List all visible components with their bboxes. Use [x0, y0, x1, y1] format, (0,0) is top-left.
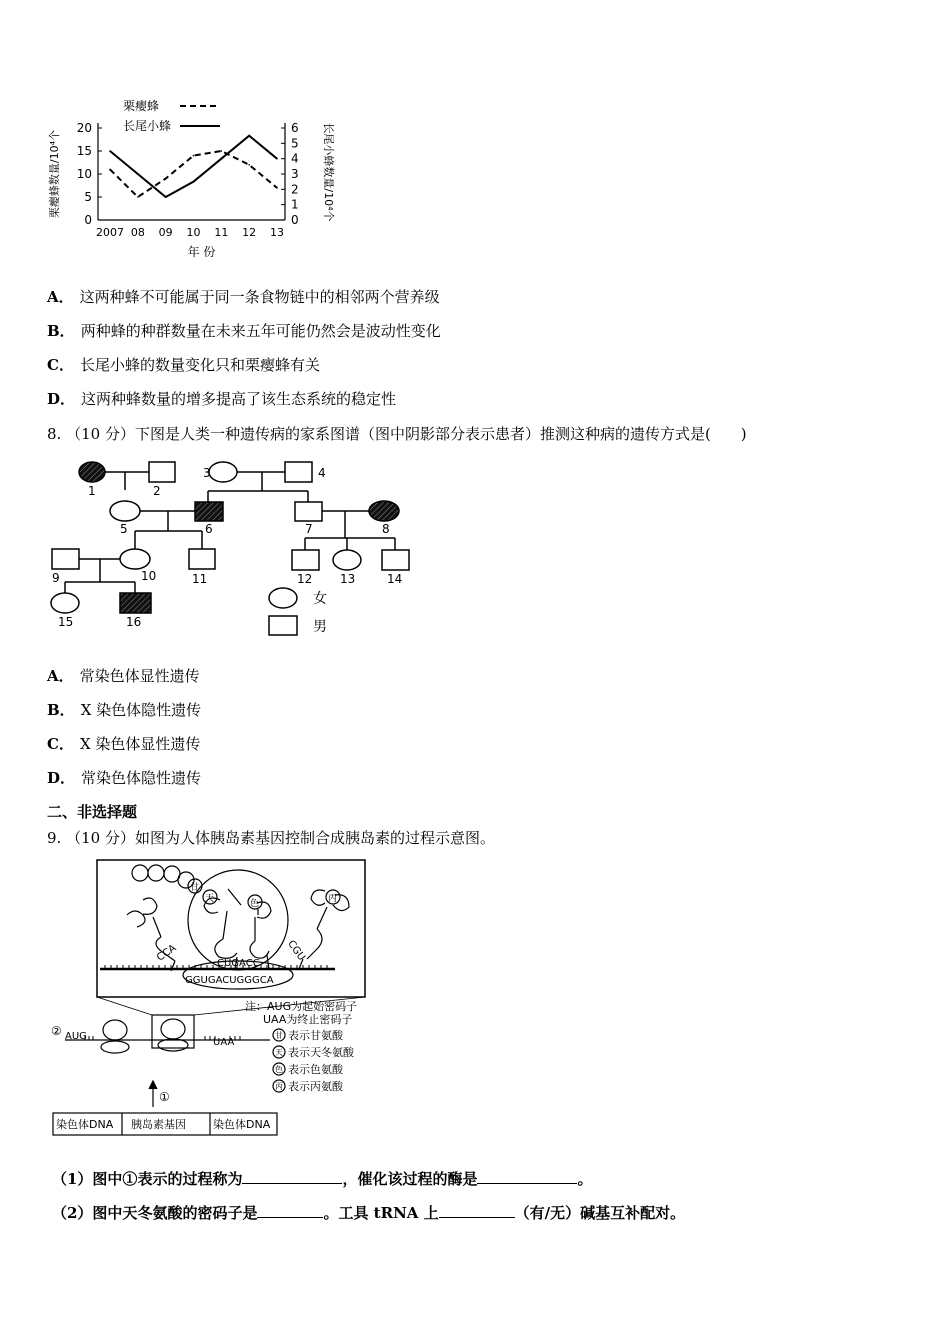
answer-blank[interactable] — [439, 1203, 515, 1218]
y-tick-label-right: 5 — [291, 136, 299, 151]
peptide-bead — [148, 865, 164, 881]
dna-left-label: 染色体DNA — [56, 1118, 114, 1131]
x-tick-label: 2007 — [96, 226, 124, 239]
dna-middle-label: 胰岛素基因 — [131, 1118, 186, 1131]
pedigree-label-2: 2 — [153, 484, 161, 498]
answer-blank[interactable] — [477, 1169, 577, 1184]
data-point — [165, 178, 167, 180]
legend-female-symbol — [269, 588, 297, 608]
pedigree-label-9: 9 — [52, 571, 60, 585]
note-aspartate: 表示天冬氨酸 — [288, 1046, 354, 1059]
data-point — [137, 196, 139, 198]
data-point — [276, 187, 278, 189]
pedigree-individual-14 — [382, 550, 409, 570]
pedigree-individual-4 — [285, 462, 312, 482]
data-point — [248, 135, 250, 137]
data-point — [109, 169, 111, 171]
pedigree-label-6: 6 — [205, 522, 213, 536]
pedigree-individual-8 — [369, 501, 399, 521]
trna-right — [299, 890, 349, 969]
pedigree-label-11: 11 — [192, 572, 208, 586]
marker-2: ② — [51, 1024, 62, 1038]
pedigree-label-14: 14 — [387, 572, 403, 586]
data-point — [221, 158, 223, 160]
data-point — [165, 196, 167, 198]
y-tick-label-left: 15 — [76, 144, 92, 158]
marker-1: ① — [159, 1090, 170, 1104]
q8-option-d: D． 常染色体隐性遗传 — [47, 769, 202, 787]
q8-option-a: A． 常染色体显性遗传 — [47, 667, 200, 685]
pedigree-individual-10 — [120, 549, 150, 569]
aa-label-se: 色 — [250, 899, 260, 909]
y-tick-label-left: 10 — [76, 167, 92, 181]
label-aug: AUG — [65, 1031, 87, 1042]
data-point — [109, 150, 111, 152]
pedigree-individual-15 — [51, 593, 79, 613]
anticodon-right: CGU — [285, 938, 307, 963]
data-point — [276, 158, 278, 160]
dna-right-label: 染色体DNA — [213, 1118, 271, 1131]
pedigree-label-7: 7 — [305, 522, 313, 536]
x-tick-label: 09 — [158, 226, 173, 239]
y-tick-label-right: 3 — [291, 167, 299, 181]
x-tick-label: 13 — [270, 226, 284, 239]
q8-option-c: C． X 染色体显性遗传 — [47, 735, 201, 753]
legend-label: 长尾小蜂 — [123, 119, 172, 133]
legend-male-symbol — [269, 616, 297, 635]
pedigree-individual-7 — [295, 502, 322, 521]
x-axis-label: 年 份 — [187, 245, 216, 259]
legend-label: 栗瘿蜂 — [123, 99, 160, 113]
data-point — [193, 181, 195, 183]
note-stop-codon: UAA为终止密码子 — [263, 1013, 353, 1026]
q9-subquestion-1: （1）图中①表示的过程称为 ，催化该过程的酶是 。 — [52, 1170, 593, 1188]
pedigree-chart — [40, 455, 420, 640]
q9-stem: 9. （10 分）如图为人体胰岛素基因控制合成胰岛素的过程示意图。 — [47, 829, 495, 847]
note-glycine: 表示甘氨酸 — [288, 1029, 343, 1042]
y-tick-label-left: 0 — [84, 213, 92, 227]
q7-option-d: D． 这两种蜂数量的增多提高了该生态系统的稳定性 — [47, 390, 397, 408]
data-point — [193, 155, 195, 157]
pedigree-label-15: 15 — [58, 615, 74, 629]
x-tick-label: 08 — [130, 226, 145, 239]
svg-text:色: 色 — [275, 1065, 283, 1074]
y-axis-label-left: 栗瘿蜂数量/10⁴个 — [48, 129, 61, 219]
pedigree-individual-9 — [52, 549, 79, 569]
q7-option-a: A． 这两种蜂不可能属于同一条食物链中的相邻两个营养级 — [47, 288, 440, 306]
pedigree-label-16: 16 — [126, 615, 142, 629]
pedigree-individual-1 — [79, 462, 105, 482]
pedigree-label-10: 10 — [141, 569, 157, 583]
ribosome-small — [103, 1020, 127, 1040]
legend-male-label: 男 — [313, 619, 327, 635]
y-tick-label-right: 2 — [291, 182, 299, 197]
anticodon-left: CCA — [155, 942, 179, 964]
q8-option-b: B． X 染色体隐性遗传 — [47, 701, 202, 719]
population-line-chart — [40, 90, 350, 270]
pedigree-label-13: 13 — [340, 572, 356, 586]
pedigree-individual-6 — [195, 502, 223, 521]
mrna-sequence: GGUGACUGGGCA — [185, 975, 274, 986]
x-tick-label: 12 — [242, 226, 257, 239]
pedigree-label-8: 8 — [382, 522, 390, 536]
pedigree-individual-13 — [333, 550, 361, 570]
q9-subquestion-2: （2）图中天冬氨酸的密码子是 。工具 tRNA 上 （有/无）碱基互补配对。 — [52, 1204, 686, 1222]
aa-label-gan: 甘 — [190, 883, 200, 893]
y-axis-label-right: 长尾小蜂数量/10⁴个 — [322, 122, 335, 222]
q8-stem: 8. （10 分）下图是人类一种遗传病的家系图谱（图中阴影部分表示患者）推测这种病的遗传方式是( ) — [47, 425, 747, 443]
pedigree-individual-3 — [209, 462, 237, 482]
y-tick-label-right: 6 — [291, 121, 299, 135]
y-tick-label-right: 0 — [291, 213, 299, 227]
trna-left — [127, 898, 175, 971]
y-tick-label-left: 20 — [76, 121, 92, 135]
ribosome-small — [101, 1041, 129, 1053]
answer-blank[interactable] — [257, 1203, 323, 1218]
anticodon-middle: CUGACC — [217, 958, 260, 969]
q7-option-b: B． 两种蜂的种群数量在未来五年可能仍然会是波动性变化 — [47, 322, 441, 340]
pedigree-label-3: 3 — [203, 466, 211, 480]
q7-option-c: C． 长尾小蜂的数量变化只和栗瘿蜂有关 — [47, 356, 320, 374]
peptide-bead — [132, 865, 148, 881]
svg-text:丙: 丙 — [275, 1082, 283, 1091]
aa-label-tian: 天 — [205, 894, 215, 904]
y-tick-label-right: 4 — [291, 151, 299, 166]
x-tick-label: 10 — [186, 226, 201, 239]
y-tick-label-left: 5 — [84, 190, 92, 204]
pedigree-label-1: 1 — [88, 484, 96, 498]
data-point — [248, 164, 250, 166]
x-tick-label: 11 — [214, 226, 229, 239]
data-point — [137, 173, 139, 175]
pedigree-individual-12 — [292, 550, 319, 570]
aa-label-bing: 丙 — [328, 894, 338, 904]
section-heading-nonchoice: 二、非选择题 — [47, 803, 138, 821]
pedigree-label-5: 5 — [120, 522, 128, 536]
svg-text:天: 天 — [275, 1048, 283, 1057]
pedigree-individual-5 — [110, 501, 140, 521]
answer-blank[interactable] — [242, 1169, 342, 1184]
data-point — [221, 150, 223, 152]
note-tryptophan: 表示色氨酸 — [288, 1063, 343, 1076]
pedigree-individual-11 — [189, 549, 215, 569]
pedigree-individual-2 — [149, 462, 175, 482]
legend-female-label: 女 — [313, 591, 327, 607]
note-alanine: 表示丙氨酸 — [288, 1080, 343, 1093]
label-uaa: UAA — [213, 1037, 235, 1048]
pedigree-label-12: 12 — [297, 572, 313, 586]
svg-text:甘: 甘 — [275, 1031, 283, 1040]
series-line-chestnut-gall-wasp — [110, 151, 277, 197]
note-start-codon: 注：AUG为起始密码子 — [245, 1000, 358, 1013]
y-tick-label-right: 1 — [291, 197, 299, 212]
pedigree-label-4: 4 — [318, 466, 326, 480]
pedigree-individual-16 — [120, 593, 151, 613]
insulin-translation-diagram — [45, 855, 385, 1140]
